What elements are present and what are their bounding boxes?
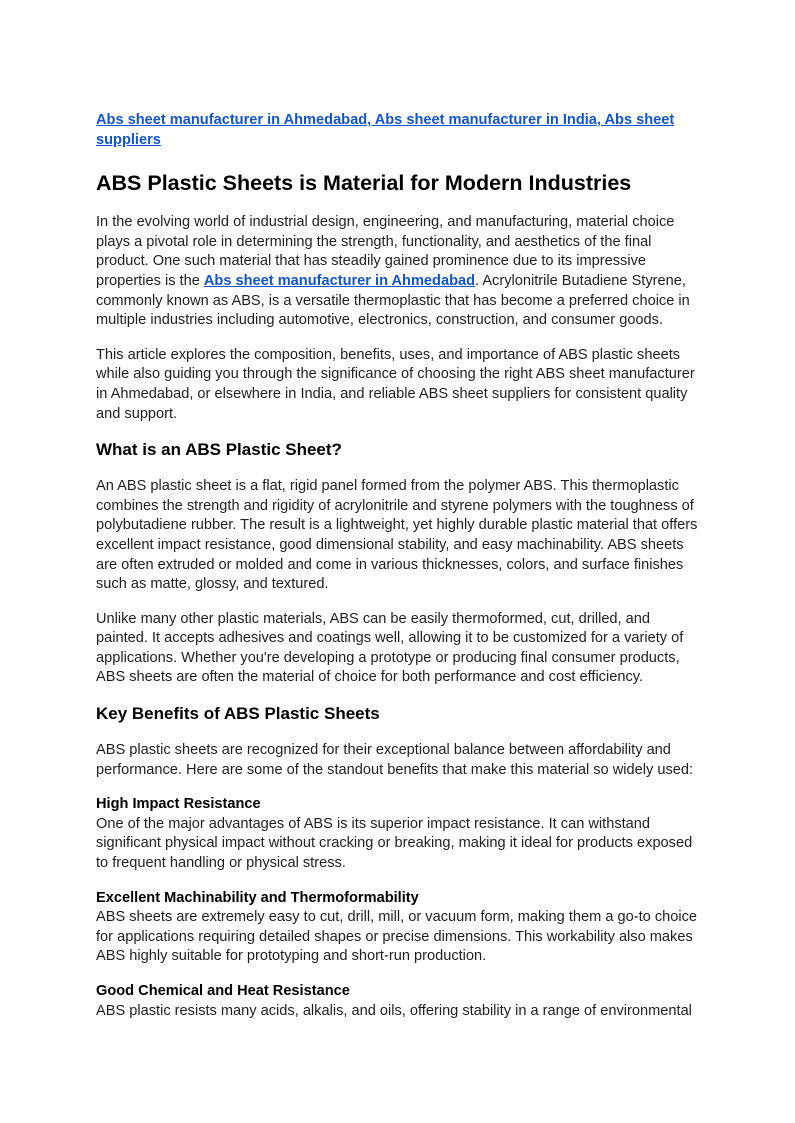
link-abs-manufacturer-ahmedabad[interactable]: Abs sheet manufacturer in Ahmedabad (96, 112, 368, 128)
intro-paragraph (96, 213, 702, 331)
benefit-text: ABS plastic resists many acids, alkalis, and oils, offering stability in a range of environmental (96, 1002, 692, 1019)
benefit-title: Excellent Machinability and Thermoformability (96, 889, 419, 906)
keyword-links (96, 111, 702, 150)
section-heading-key-benefits: Key Benefits of ABS Plastic Sheets (96, 704, 380, 724)
section-heading-what-is-abs: What is an ABS Plastic Sheet? (96, 440, 342, 460)
intro-text-after: . Acrylonitrile Butadiene Styrene, commonly known as ABS, is a versatile thermoplastic that has become a preferred choice in multiple industries including automotive, electronics, construction, and consumer goods. (96, 272, 690, 329)
link-separator-2[interactable]: , (596, 112, 605, 128)
benefit-title: High Impact Resistance (96, 796, 261, 813)
page-title: ABS Plastic Sheets is Material for Modern Industries (96, 171, 632, 196)
section1-paragraph-1: An ABS plastic sheet is a flat, rigid panel formed from the polymer ABS. This thermoplastic combines the strength and rigidity of acrylonitrile and styrene polymers with the toughness of polybutadiene rubber. The result is a lightweight, yet highly durable plastic material that offers excellent impact resistance, good dimensional stability, and easy machinability. ABS sheets are often extruded or molded and come in various thicknesses, colors, and surface finishes such as matte, glossy, and textured. (96, 478, 698, 593)
benefit-item (96, 982, 702, 1021)
intro-link-abs-manufacturer[interactable]: Abs sheet manufacturer in Ahmedabad (203, 272, 476, 289)
link-abs-suppliers[interactable]: Abs sheet suppliers (96, 112, 675, 148)
link-separator-1[interactable]: , (367, 112, 375, 128)
section2-intro: ABS plastic sheets are recognized for their exceptional balance between affordability and performance. Here are some of the standout benefits that make this material so widely used: (96, 742, 694, 778)
link-abs-manufacturer-india[interactable]: Abs sheet manufacturer in India (374, 112, 597, 128)
section1-paragraph-2: Unlike many other plastic materials, ABS can be easily thermoformed, cut, drilled, and painted. It accepts adhesives and coatings well, allowing it to be customized for a variety of applications. Whether you're developing a prototype or producing final consumer products, ABS sheets are often the material of choice for both performance and cost efficiency. (96, 610, 684, 686)
document-page (96, 111, 702, 1036)
benefit-text: ABS sheets are extremely easy to cut, drill, mill, or vacuum form, making them a go-to choice for applications requiring detailed shapes or precise dimensions. This workability also makes ABS highly suitable for prototyping and short-run production. (96, 909, 698, 965)
benefit-item (96, 795, 702, 873)
benefit-title: Good Chemical and Heat Resistance (96, 983, 350, 999)
benefit-item (96, 889, 702, 967)
article-overview-paragraph: This article explores the composition, benefits, uses, and importance of ABS plastic sheets while also guiding you through the significance of choosing the right ABS sheet manufacturer in Ahmedabad, or elsewhere in India, and reliable ABS sheet suppliers for consistent quality and support. (96, 346, 695, 422)
benefit-text: One of the major advantages of ABS is its superior impact resistance. It can withstand significant physical impact without cracking or breaking, making it ideal for products exposed to frequent handling or physical stress. (96, 815, 693, 872)
intro-text-before: In the evolving world of industrial design, engineering, and manufacturing, material choice plays a pivotal role in determining the strength, functionality, and aesthetics of the final product. One such material that has steadily gained prominence due to its impressive properties is the (96, 214, 675, 289)
